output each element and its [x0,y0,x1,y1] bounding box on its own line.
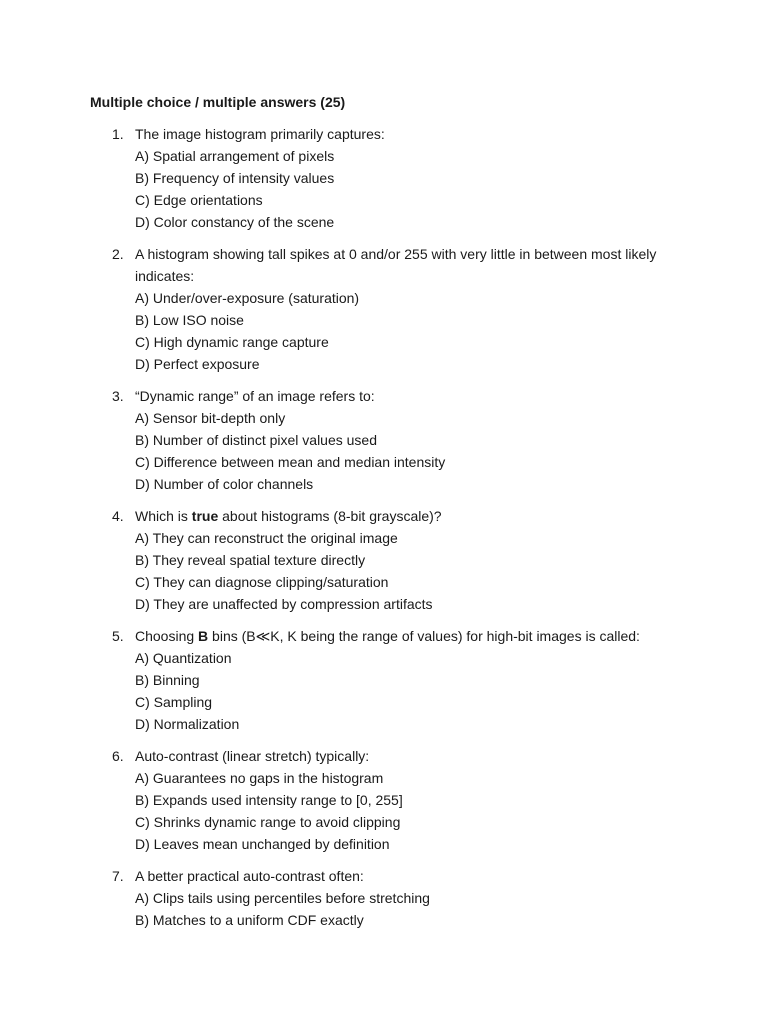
question-number: 7. [112,868,124,884]
option-a: A) Spatial arrangement of pixels [135,148,335,164]
section-heading: Multiple choice / multiple answers (25) [90,94,346,110]
option-d: D) Color constancy of the scene [135,214,335,230]
option-b: B) Number of distinct pixel values used [135,432,377,448]
question-number: 3. [112,388,124,404]
option-a: A) Under/over-exposure (saturation) [135,290,360,306]
question-stem: A better practical auto-contrast often: [135,868,364,884]
question-4 [90,505,710,615]
option-b: B) Low ISO noise [135,312,244,328]
question-number: 5. [112,628,124,644]
question-number: 4. [112,508,124,524]
option-c: C) Shrinks dynamic range to avoid clipping [135,814,401,830]
question-1 [90,123,710,233]
option-b: B) Frequency of intensity values [135,170,335,186]
option-c: C) High dynamic range capture [135,334,329,350]
option-b: B) Matches to a uniform CDF exactly [135,912,364,928]
option-a: A) Clips tails using percentiles before stretching [135,890,430,906]
option-c: C) Difference between mean and median intensity [135,454,446,470]
option-d: D) Perfect exposure [135,356,260,372]
question-stem: Auto-contrast (linear stretch) typically: [135,748,370,764]
option-c: C) Edge orientations [135,192,263,208]
document-page [90,91,710,941]
question-stem: The image histogram primarily captures: [135,126,385,142]
option-d: D) They are unaffected by compression artifacts [135,596,433,612]
question-number: 6. [112,748,124,764]
question-number: 1. [112,126,124,142]
option-a: A) They can reconstruct the original image [135,530,398,546]
option-d: D) Normalization [135,716,240,732]
option-b: B) Binning [135,672,200,688]
option-b: B) Expands used intensity range to [0, 255] [135,792,403,808]
question-5 [90,625,710,735]
question-number: 2. [112,246,124,262]
question-7 [90,865,710,931]
option-a: A) Guarantees no gaps in the histogram [135,770,384,786]
option-d: D) Number of color channels [135,476,314,492]
question-stem: Which is true about histograms (8-bit grayscale)? [135,508,442,524]
question-3 [90,385,710,495]
option-b: B) They reveal spatial texture directly [135,552,366,568]
question-stem: “Dynamic range” of an image refers to: [135,388,375,404]
option-c: C) Sampling [135,694,213,710]
option-a: A) Sensor bit-depth only [135,410,286,426]
option-a: A) Quantization [135,650,232,666]
option-c: C) They can diagnose clipping/saturation [135,574,389,590]
question-2 [90,243,710,375]
question-6 [90,745,710,855]
emphasis-b: B [198,628,209,644]
emphasis-true: true [191,508,219,524]
question-stem: Choosing B bins (B≪K, K being the range of values) for high-bit images is called: [135,628,640,644]
question-stem: A histogram showing tall spikes at 0 and/or 255 with very little in between most likely indicates: [135,246,657,284]
option-d: D) Leaves mean unchanged by definition [135,836,390,852]
